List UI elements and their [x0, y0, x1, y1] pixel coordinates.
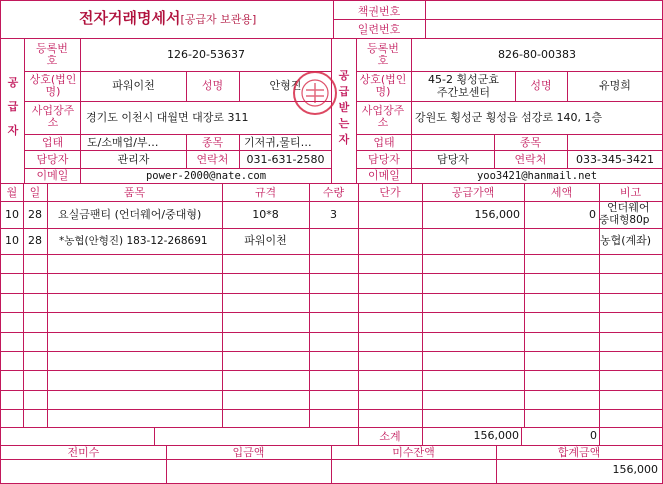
row-item: 요실금팬티 (언더웨어/중대형)	[58, 208, 202, 221]
supplier-contact-label: 담당자	[36, 153, 69, 166]
row-item: *농협(안형진) 183-12-268691	[59, 235, 208, 247]
col-spec-header: 규격	[254, 186, 277, 199]
col-unit-price-header: 단가	[379, 186, 401, 199]
col-tax-header: 세액	[550, 186, 573, 199]
row-rule	[1, 351, 662, 352]
document-title: 전자거래명세서[공급자 보관용]	[79, 9, 257, 27]
seal-icon	[295, 73, 335, 113]
supplier-rep-label: 성명	[201, 79, 224, 92]
rule	[356, 71, 662, 72]
subtotal-tax: 0	[590, 429, 597, 442]
supplier-type: 도/소매업/부…	[87, 136, 159, 149]
row-day: 28	[28, 208, 42, 221]
supplier-email: power-2000@nate.com	[145, 170, 267, 182]
row-day: 28	[28, 234, 42, 247]
rule	[356, 168, 662, 169]
supplier-name: 파워이천	[112, 79, 155, 92]
col-item-header: 품목	[123, 186, 146, 199]
row-month: 10	[5, 208, 19, 221]
row-rule	[1, 312, 662, 313]
supplier-email-label: 이메일	[36, 169, 69, 182]
supplier-reg-label: 등록번호	[36, 42, 68, 67]
rule	[356, 101, 662, 102]
receiver-email-label: 이메일	[368, 169, 400, 182]
row-rule	[1, 228, 662, 229]
rule	[154, 427, 155, 445]
row-rule	[1, 201, 662, 202]
document-subtitle: [공급자 보관용]	[180, 13, 257, 26]
supplier-name-label: 상호(법인명)	[29, 73, 77, 98]
row-rule	[1, 254, 662, 255]
supplier-contact: 관리자	[117, 153, 150, 166]
row-rule	[1, 273, 662, 274]
col-supply-header: 공급가액	[451, 186, 495, 199]
supplier-item: 기저귀,물티…	[244, 136, 312, 149]
row-rule	[1, 332, 662, 333]
receiver-email: yoo3421@hanmail.net	[476, 170, 598, 182]
rule	[358, 183, 359, 445]
receiver-contact: 담당자	[437, 153, 469, 166]
receiver-contact-label: 담당자	[368, 153, 400, 166]
supplier-addr-label: 사업장주소	[31, 104, 75, 129]
rule	[24, 71, 331, 72]
row-note-line1: 농협(계좌)	[600, 234, 652, 247]
receiver-reg-label: 등록번호	[367, 42, 399, 67]
rule	[24, 168, 331, 169]
col-month-header: 월	[6, 186, 18, 199]
row-rule	[1, 390, 662, 391]
supplier-item-label: 종목	[201, 136, 224, 149]
rule	[24, 101, 331, 102]
col-day-header: 일	[29, 186, 41, 199]
row-rule	[1, 370, 662, 371]
rule	[24, 150, 331, 151]
receiver-rep: 유명희	[599, 79, 631, 92]
supplier-addr: 경기도 이천시 대월면 대장로 311	[86, 111, 249, 124]
rule	[356, 134, 662, 135]
receiver-addr-label: 사업장주소	[361, 104, 405, 129]
supplier-side-label: 공급자	[7, 76, 19, 137]
company-seal-stamp	[293, 71, 337, 115]
supplier-phone-label: 연락처	[196, 153, 229, 166]
receiver-name-label: 상호(법인명)	[359, 73, 407, 98]
subtotal-supply: 156,000	[473, 429, 519, 442]
receiver-phone-label: 연락처	[514, 153, 547, 166]
row-note-line2: 중대형80p	[599, 214, 650, 226]
rule	[356, 150, 662, 151]
row-rule	[1, 409, 662, 410]
total-amount-value: 156,000	[612, 463, 658, 476]
row-note-line1: 언더웨어	[607, 201, 650, 214]
row-spec: 10*8	[252, 208, 279, 221]
col-qty-header: 수량	[322, 186, 345, 199]
col-note-header: 비고	[619, 186, 642, 199]
receiver-name-line2: 주간보센터	[436, 86, 491, 99]
receiver-phone: 033-345-3421	[576, 153, 654, 166]
row-tax: 0	[589, 208, 596, 221]
receiver-reg-no: 826-80-00383	[498, 48, 576, 61]
rule	[333, 19, 662, 20]
book-number-label: 책권번호	[357, 5, 401, 18]
outstanding-label: 미수잔액	[392, 446, 435, 459]
rule	[599, 427, 600, 445]
row-qty: 3	[330, 208, 337, 221]
receiver-name-line1: 45-2 횡성군효	[428, 73, 499, 86]
rule	[422, 183, 423, 445]
supplier-rep: 안형진	[269, 79, 302, 92]
receiver-type-label: 업태	[373, 136, 395, 149]
serial-number-label: 일련번호	[357, 23, 401, 36]
supplier-phone: 031-631-2580	[246, 153, 325, 166]
receiver-rep-label: 성명	[530, 79, 552, 92]
receiver-item-label: 종목	[519, 136, 542, 149]
row-supply: 156,000	[474, 208, 520, 221]
total-amount-label: 합계금액	[557, 446, 601, 459]
deposit-label: 입금액	[232, 446, 265, 459]
row-spec: 파워이천	[244, 234, 287, 247]
supplier-type-label: 업태	[41, 136, 64, 149]
row-rule	[1, 427, 662, 428]
receiver-addr: 강원도 횡성군 횡성읍 섬강로 140, 1층	[415, 111, 603, 124]
rule	[1, 183, 662, 184]
row-rule	[1, 293, 662, 294]
rule	[24, 134, 331, 135]
row-month: 10	[5, 234, 19, 247]
subtotal-label: 소계	[379, 430, 401, 443]
prior-balance-label: 전미수	[67, 446, 100, 459]
supplier-reg-no: 126-20-53637	[167, 48, 245, 61]
receiver-side-label: 공급받는자	[338, 69, 350, 146]
